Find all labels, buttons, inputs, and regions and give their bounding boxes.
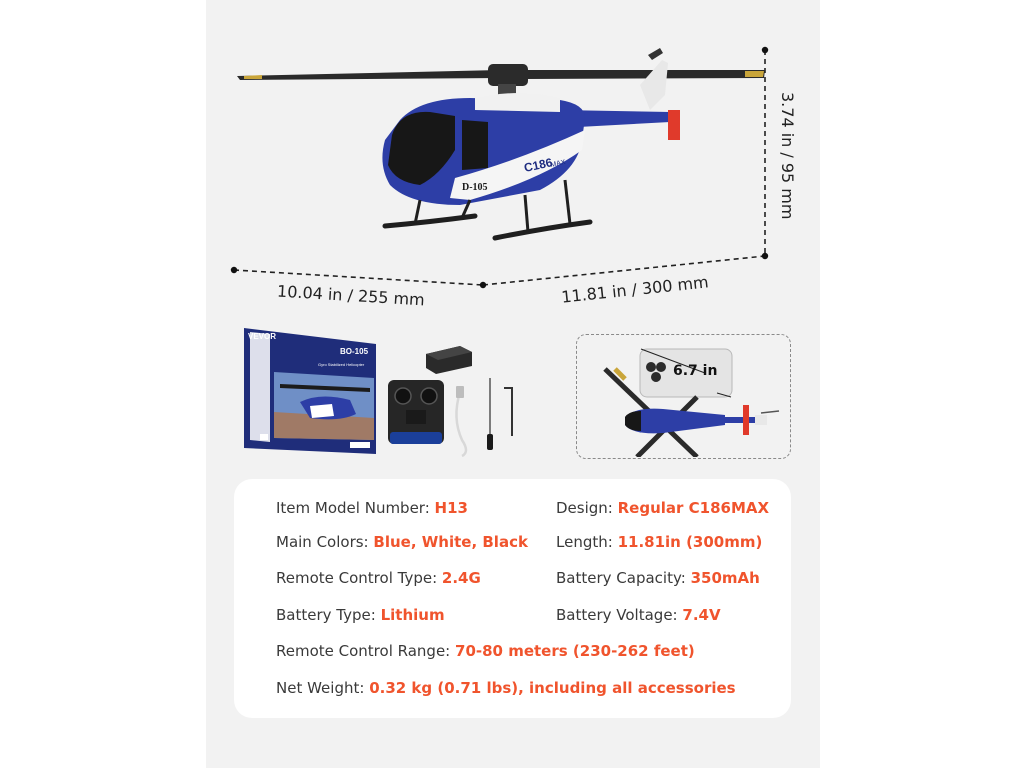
box-brand: VEVOR bbox=[248, 332, 277, 341]
spec-item-model: Item Model Number: H13 bbox=[276, 499, 468, 517]
package-contents-image bbox=[240, 322, 540, 458]
height-dimension-label: 3.74 in / 95 mm bbox=[778, 92, 797, 220]
helicopter-dimension-diagram bbox=[206, 0, 820, 320]
spec-design: Design: Regular C186MAX bbox=[556, 499, 770, 517]
size-comparison-image bbox=[577, 335, 789, 457]
spec-battery-capacity: Battery Capacity: 350mAh bbox=[556, 569, 760, 587]
spec-battery-type: Battery Type: Lithium bbox=[276, 606, 445, 624]
remote-controller bbox=[388, 380, 444, 444]
box-tagline: Gyro Stabilized Helicopter bbox=[318, 362, 365, 367]
spec-main-colors: Main Colors: Blue, White, Black bbox=[276, 533, 528, 551]
spec-remote-type: Remote Control Type: 2.4G bbox=[276, 569, 481, 587]
helicopter-model-suffix: MAX bbox=[549, 158, 567, 169]
phone-size-label: 6.7 in bbox=[673, 363, 718, 379]
box-model: BO-105 bbox=[340, 347, 369, 356]
helicopter-tail-number: D-105 bbox=[462, 182, 488, 193]
size-comparison-box bbox=[576, 334, 791, 459]
spec-battery-voltage: Battery Voltage: 7.4V bbox=[556, 606, 721, 624]
width-dimension-label: 10.04 in / 255 mm bbox=[276, 281, 426, 310]
battery bbox=[426, 346, 472, 374]
spec-card bbox=[234, 479, 791, 718]
helicopter-model-text: C186 bbox=[522, 155, 554, 175]
spec-length: Length: 11.81in (300mm) bbox=[556, 533, 763, 551]
spec-net-weight: Net Weight: 0.32 kg (0.71 lbs), including all accessories bbox=[276, 679, 736, 697]
spec-remote-range: Remote Control Range: 70-80 meters (230-262 feet) bbox=[276, 642, 695, 660]
length-dimension-label: 11.81 in / 300 mm bbox=[560, 272, 710, 307]
helicopter-image bbox=[237, 48, 765, 238]
